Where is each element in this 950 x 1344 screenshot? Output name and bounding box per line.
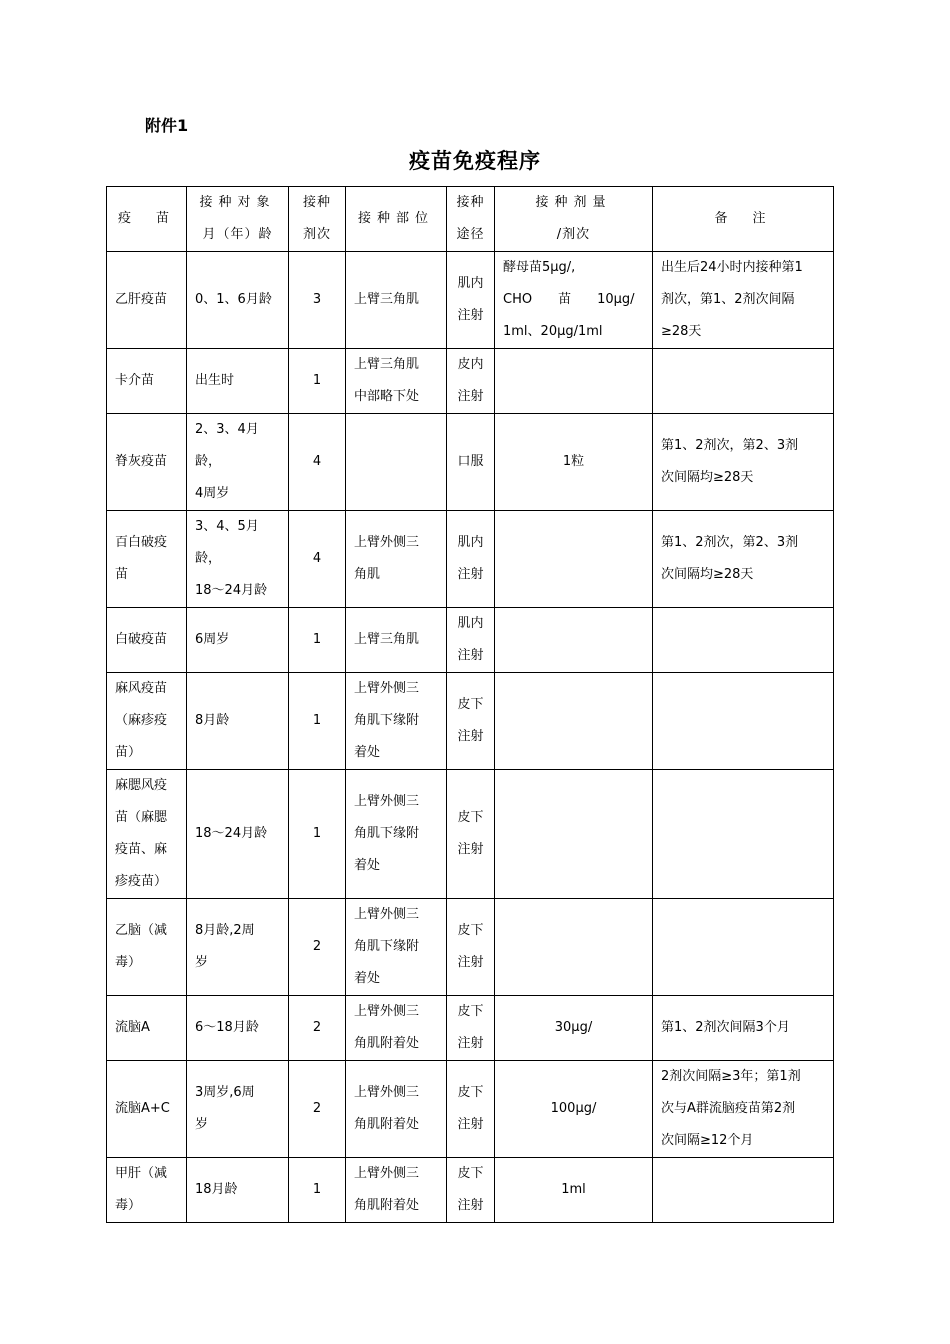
cell-vaccine	[107, 511, 187, 608]
cell-route-line: 注射	[457, 648, 484, 663]
cell-site	[346, 770, 447, 899]
table-row	[107, 511, 834, 608]
cell-site-line: 角肌附着处	[354, 1117, 420, 1132]
cell-site	[346, 414, 447, 511]
header-site: 接种部位	[346, 187, 447, 252]
cell-site-line: 角肌下缘附	[354, 826, 420, 841]
cell-route-line: 皮下	[457, 923, 484, 938]
cell-site	[346, 673, 447, 770]
cell-vaccine	[107, 349, 187, 414]
cell-route	[447, 511, 495, 608]
header-dose-line2: /剂次	[556, 227, 591, 242]
cell-note-line: ≥28天	[661, 324, 702, 339]
header-doses-line2: 剂次	[302, 227, 331, 242]
table-row	[107, 770, 834, 899]
cell-doses: 4	[289, 414, 346, 511]
cell-dose-line: 30μg/	[554, 1020, 593, 1035]
cell-age-line: 出生时	[195, 373, 235, 388]
cell-site	[346, 899, 447, 996]
header-dose	[495, 187, 653, 252]
table-header-row	[107, 187, 834, 252]
cell-route-line: 肌内	[457, 616, 484, 631]
cell-site	[346, 511, 447, 608]
cell-dose-line: 100μg/	[550, 1101, 597, 1116]
header-target-line1: 接种对象	[199, 195, 276, 210]
cell-dose	[495, 349, 653, 414]
cell-route-line: 皮下	[457, 1085, 484, 1100]
cell-age-line: 4周岁	[195, 486, 230, 501]
cell-vaccine	[107, 608, 187, 673]
cell-vaccine-line: 苗）	[115, 745, 142, 760]
cell-note-line: 第1、2剂次间隔3个月	[661, 1020, 790, 1035]
cell-note-line: 次间隔均≥28天	[661, 470, 754, 485]
cell-note	[653, 414, 834, 511]
cell-dose	[495, 673, 653, 770]
cell-vaccine	[107, 996, 187, 1061]
cell-vaccine-line: 疹疫苗）	[115, 874, 168, 889]
table-row	[107, 252, 834, 349]
cell-note	[653, 511, 834, 608]
cell-note	[653, 608, 834, 673]
cell-age	[187, 1061, 289, 1158]
cell-route-line: 注射	[457, 729, 484, 744]
cell-site-line: 上臂三角肌	[354, 357, 420, 372]
cell-age-line: 6～18月龄	[195, 1020, 259, 1035]
cell-age	[187, 414, 289, 511]
cell-dose-line: 1粒	[562, 454, 585, 469]
cell-site-line: 上臂外侧三	[354, 1166, 420, 1181]
cell-site-line: 上臂外侧三	[354, 681, 420, 696]
cell-route-line: 注射	[457, 1117, 484, 1132]
cell-route-line: 注射	[457, 1036, 484, 1051]
cell-site	[346, 349, 447, 414]
cell-doses: 1	[289, 1158, 346, 1223]
cell-age	[187, 673, 289, 770]
cell-age	[187, 899, 289, 996]
cell-site	[346, 252, 447, 349]
cell-site-line: 上臂三角肌	[354, 292, 420, 307]
cell-dose	[495, 899, 653, 996]
cell-age-line: 岁	[195, 955, 209, 970]
cell-doses: 2	[289, 899, 346, 996]
header-doses-line1: 接种	[302, 195, 331, 210]
cell-vaccine-line: 麻腮风疫	[115, 778, 168, 793]
cell-age-line: 8月龄	[195, 713, 230, 728]
cell-note-line: 次间隔≥12个月	[661, 1133, 754, 1148]
page-title: 疫苗免疫程序	[409, 149, 541, 173]
cell-dose	[495, 608, 653, 673]
cell-site-line: 上臂外侧三	[354, 1004, 420, 1019]
cell-vaccine	[107, 673, 187, 770]
table-row	[107, 414, 834, 511]
cell-site-line: 角肌下缘附	[354, 713, 420, 728]
cell-site	[346, 1061, 447, 1158]
header-route-line1: 接种	[456, 195, 485, 210]
cell-doses: 1	[289, 349, 346, 414]
cell-note-line: 第1、2剂次，第2、3剂	[661, 535, 799, 550]
cell-site	[346, 608, 447, 673]
cell-note	[653, 899, 834, 996]
cell-note-line: 出生后24小时内接种第1	[661, 260, 803, 275]
cell-vaccine	[107, 1158, 187, 1223]
cell-age-line: 0、1、6月龄	[195, 292, 272, 307]
cell-route-line: 注射	[457, 1198, 484, 1213]
cell-vaccine-line: 苗	[115, 567, 129, 582]
cell-age-line: 8月龄,2周	[195, 923, 255, 938]
cell-dose-line: 酵母苗5μg/,	[503, 260, 576, 275]
table-row	[107, 899, 834, 996]
cell-age	[187, 1158, 289, 1223]
cell-route-line: 皮内	[457, 357, 484, 372]
cell-vaccine-line: 毒）	[115, 1198, 142, 1213]
cell-vaccine-line: 疫苗、麻	[115, 842, 168, 857]
cell-age-line: 岁	[195, 1117, 209, 1132]
cell-site-line: 着处	[354, 971, 381, 986]
cell-note-line: 2剂次间隔≥3年；第1剂	[661, 1069, 801, 1084]
header-vaccine: 疫 苗	[107, 187, 187, 252]
cell-note	[653, 673, 834, 770]
cell-age-line: 龄，	[195, 551, 222, 566]
cell-vaccine-line: 乙肝疫苗	[115, 292, 168, 307]
cell-vaccine	[107, 770, 187, 899]
cell-route-line: 注射	[457, 567, 484, 582]
header-route-line2: 途径	[456, 227, 485, 242]
cell-age-line: 18月龄	[195, 1182, 238, 1197]
cell-age-line: 3周岁,6周	[195, 1085, 255, 1100]
cell-note	[653, 1158, 834, 1223]
attachment-label: 附件1	[145, 116, 189, 135]
header-note: 备 注	[653, 187, 834, 252]
cell-vaccine-line: 甲肝（减	[115, 1166, 168, 1181]
cell-age	[187, 996, 289, 1061]
cell-age	[187, 349, 289, 414]
header-target-line2: 月（年）龄	[202, 227, 273, 242]
cell-note-line: 第1、2剂次，第2、3剂	[661, 438, 799, 453]
cell-site	[346, 1158, 447, 1223]
cell-site-line: 上臂三角肌	[354, 632, 420, 647]
cell-dose	[495, 1158, 653, 1223]
cell-route-line: 注射	[457, 389, 484, 404]
cell-route-line: 皮下	[457, 697, 484, 712]
cell-doses: 2	[289, 1061, 346, 1158]
cell-route-line: 注射	[457, 842, 484, 857]
table-row	[107, 673, 834, 770]
cell-dose	[495, 511, 653, 608]
cell-note	[653, 770, 834, 899]
header-target-age	[187, 187, 289, 252]
cell-doses: 2	[289, 996, 346, 1061]
table-row	[107, 349, 834, 414]
cell-route	[447, 996, 495, 1061]
cell-site-line: 角肌	[354, 567, 381, 582]
cell-vaccine-line: 麻风疫苗	[115, 681, 168, 696]
cell-doses: 3	[289, 252, 346, 349]
cell-route-line: 皮下	[457, 810, 484, 825]
cell-vaccine-line: 乙脑（减	[115, 923, 168, 938]
cell-route-line: 注射	[457, 955, 484, 970]
cell-vaccine	[107, 1061, 187, 1158]
cell-note	[653, 252, 834, 349]
cell-doses: 1	[289, 770, 346, 899]
cell-route-line: 肌内	[457, 276, 484, 291]
cell-vaccine-line: 百白破疫	[115, 535, 168, 550]
cell-age	[187, 608, 289, 673]
cell-age	[187, 511, 289, 608]
cell-site-line: 上臂外侧三	[354, 794, 420, 809]
cell-site-line: 着处	[354, 858, 381, 873]
table-row	[107, 996, 834, 1061]
cell-vaccine	[107, 252, 187, 349]
cell-route	[447, 349, 495, 414]
cell-vaccine-line: 白破疫苗	[115, 632, 168, 647]
cell-dose	[495, 252, 653, 349]
cell-vaccine-line: （麻疹疫	[115, 713, 168, 728]
header-route	[447, 187, 495, 252]
cell-route	[447, 770, 495, 899]
cell-route	[447, 899, 495, 996]
cell-route	[447, 608, 495, 673]
cell-site-line: 角肌附着处	[354, 1036, 420, 1051]
cell-route	[447, 414, 495, 511]
cell-vaccine	[107, 414, 187, 511]
cell-doses: 1	[289, 673, 346, 770]
cell-vaccine	[107, 899, 187, 996]
cell-route	[447, 252, 495, 349]
cell-site-line: 角肌附着处	[354, 1198, 420, 1213]
cell-site-line: 中部略下处	[354, 389, 420, 404]
cell-note	[653, 996, 834, 1061]
cell-route	[447, 673, 495, 770]
cell-route-line: 肌内	[457, 535, 484, 550]
cell-route	[447, 1158, 495, 1223]
cell-age-line: 18～24月龄	[195, 583, 268, 598]
cell-site-line: 上臂外侧三	[354, 535, 420, 550]
cell-site-line: 上臂外侧三	[354, 907, 420, 922]
cell-dose	[495, 770, 653, 899]
cell-vaccine-line: 毒）	[115, 955, 142, 970]
cell-site-line: 着处	[354, 745, 381, 760]
header-dose-line1: 接种剂量	[535, 195, 612, 210]
header-doses	[289, 187, 346, 252]
cell-note	[653, 1061, 834, 1158]
cell-doses: 1	[289, 608, 346, 673]
cell-dose	[495, 414, 653, 511]
cell-age-line: 18～24月龄	[195, 826, 268, 841]
cell-vaccine-line: 卡介苗	[115, 373, 155, 388]
cell-note-line: 次间隔均≥28天	[661, 567, 754, 582]
table-row	[107, 1158, 834, 1223]
cell-route	[447, 1061, 495, 1158]
cell-age	[187, 252, 289, 349]
cell-vaccine-line: 脊灰疫苗	[115, 454, 168, 469]
cell-vaccine-line: 流脑A	[115, 1020, 150, 1035]
cell-dose-line: 1ml	[561, 1182, 586, 1197]
table-row	[107, 608, 834, 673]
cell-dose-line: CHO 苗 10μg/	[503, 292, 635, 307]
cell-dose	[495, 1061, 653, 1158]
cell-route-line: 皮下	[457, 1166, 484, 1181]
table-row	[107, 1061, 834, 1158]
cell-age-line: 2、3、4月	[195, 422, 259, 437]
cell-dose	[495, 996, 653, 1061]
cell-dose-line: 1ml、20μg/1ml	[503, 324, 603, 339]
cell-site-line: 角肌下缘附	[354, 939, 420, 954]
cell-route-line: 注射	[457, 308, 484, 323]
cell-doses: 4	[289, 511, 346, 608]
cell-route-line: 皮下	[457, 1004, 484, 1019]
cell-age-line: 3、4、5月	[195, 519, 259, 534]
cell-note	[653, 349, 834, 414]
cell-age-line: 龄，	[195, 454, 222, 469]
cell-age	[187, 770, 289, 899]
cell-route-line: 口服	[457, 454, 484, 469]
cell-site	[346, 996, 447, 1061]
cell-site-line: 上臂外侧三	[354, 1085, 420, 1100]
cell-vaccine-line: 苗（麻腮	[115, 810, 168, 825]
immunization-schedule-table	[106, 186, 834, 1223]
cell-age-line: 6周岁	[195, 632, 230, 647]
cell-note-line: 剂次，第1、2剂次间隔	[661, 292, 795, 307]
cell-vaccine-line: 流脑A+C	[115, 1101, 170, 1116]
cell-note-line: 次与A群流脑疫苗第2剂	[661, 1101, 796, 1116]
